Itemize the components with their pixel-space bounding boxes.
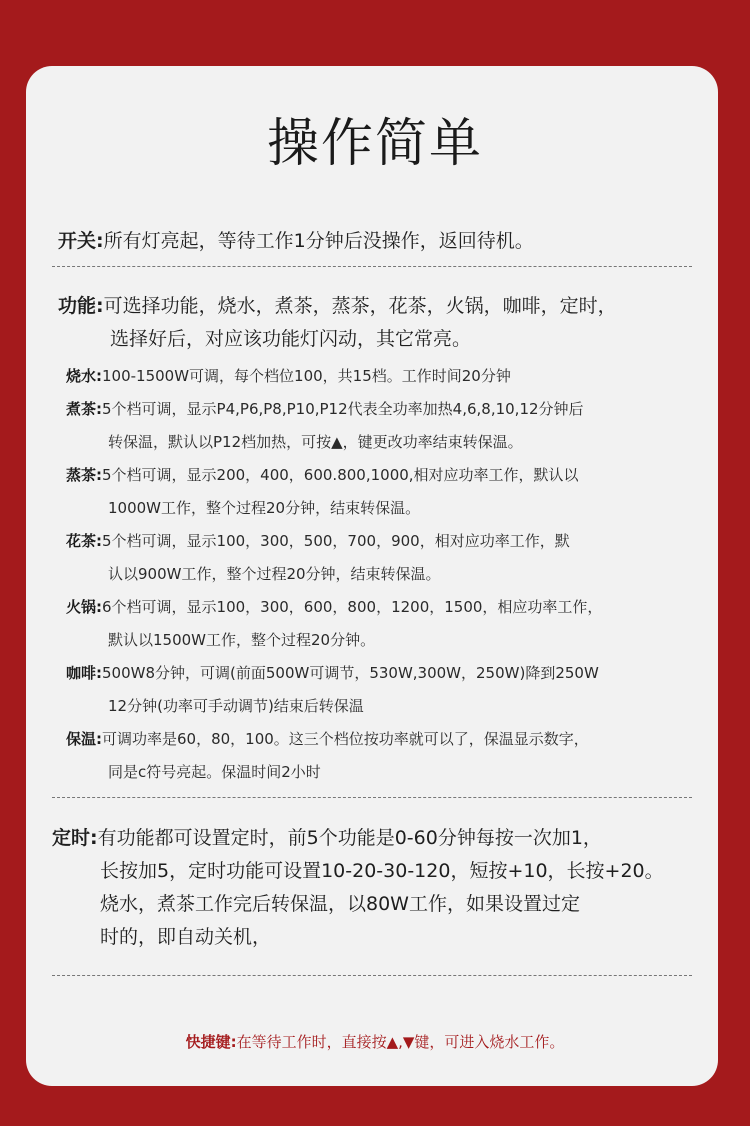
function-section: [58, 290, 708, 356]
mode-boil: [66, 360, 706, 393]
mode-flower-tea: [66, 525, 706, 591]
page-title: 操作简单: [266, 114, 483, 174]
timer-line3: 烧水，煮茶工作完后转保温，以80W工作，如果设置过定: [100, 893, 580, 915]
timer-line1: 有功能都可设置定时，前5个功能是0-60分钟每按一次加1，: [97, 827, 602, 849]
timer-section: [52, 822, 712, 954]
divider-3: [52, 975, 692, 976]
timer-line2: 长按加5，定时功能可设置10-20-30-120，短按+10，长按+20。: [100, 860, 664, 882]
mode-line1: 500W8分钟，可调(前面500W可调节，530W,300W，250W)降到250W: [102, 664, 599, 682]
mode-steam-tea: [66, 459, 706, 525]
switch-text: 所有灯亮起，等待工作1分钟后没操作，返回待机。: [103, 230, 534, 252]
mode-coffee: [66, 657, 706, 723]
shortcut-note: [0, 1030, 750, 1054]
function-line1: 可选择功能，烧水，煮茶，蒸茶，花茶，火锅，咖啡，定时，: [103, 295, 617, 317]
mode-brew-tea: [66, 393, 706, 459]
mode-line1: 5个档可调，显示P4,P6,P8,P10,P12代表全功率加热4,6,8,10,12分钟后: [102, 400, 584, 418]
mode-label: 蒸茶:: [66, 466, 102, 484]
mode-line2: 同是c符号亮起。保温时间2小时: [108, 763, 321, 781]
mode-line1: 5个档可调，显示200，400，600.800,1000,相对应功率工作，默认以: [102, 466, 579, 484]
mode-line2: 默认以1500W工作，整个过程20分钟。: [108, 631, 376, 649]
mode-label: 烧水:: [66, 367, 102, 385]
mode-line1: 5个档可调，显示100，300，500，700，900，相对应功率工作，默: [102, 532, 570, 550]
function-line2: 选择好后，对应该功能灯闪动，其它常亮。: [110, 328, 472, 350]
mode-line2: 转保温，默认以P12档加热，可按▲，键更改功率结束转保温。: [108, 433, 523, 451]
mode-label: 咖啡:: [66, 664, 102, 682]
shortcut-label: 快捷键:: [185, 1033, 237, 1051]
timer-label: 定时:: [52, 827, 98, 849]
mode-label: 煮茶:: [66, 400, 102, 418]
mode-line2: 12分钟(功率可手动调节)结束后转保温: [108, 697, 364, 715]
switch-label: 开关:: [58, 230, 104, 252]
mode-line2: 1000W工作，整个过程20分钟，结束转保温。: [108, 499, 421, 517]
mode-label: 花茶:: [66, 532, 102, 550]
mode-label: 火锅:: [66, 598, 102, 616]
switch-section: [58, 225, 708, 258]
mode-line1: 100-1500W可调，每个档位100，共15档。工作时间20分钟: [102, 367, 511, 385]
shortcut-text: 在等待工作时，直接按▲,▼键，可进入烧水工作。: [236, 1033, 565, 1051]
divider-1: [52, 266, 692, 267]
mode-line2: 认以900W工作，整个过程20分钟，结束转保温。: [108, 565, 441, 583]
mode-label: 保温:: [66, 730, 102, 748]
divider-2: [52, 797, 692, 798]
mode-line1: 6个档可调，显示100，300，600，800，1200，1500，相应功率工作，: [102, 598, 603, 616]
function-label: 功能:: [58, 295, 104, 317]
timer-line4: 时的，即自动关机，: [100, 926, 272, 948]
mode-hotpot: [66, 591, 706, 657]
mode-line1: 可调功率是60，80，100。这三个档位按功率就可以了，保温显示数字，: [102, 730, 589, 748]
mode-keep-warm: [66, 723, 706, 789]
